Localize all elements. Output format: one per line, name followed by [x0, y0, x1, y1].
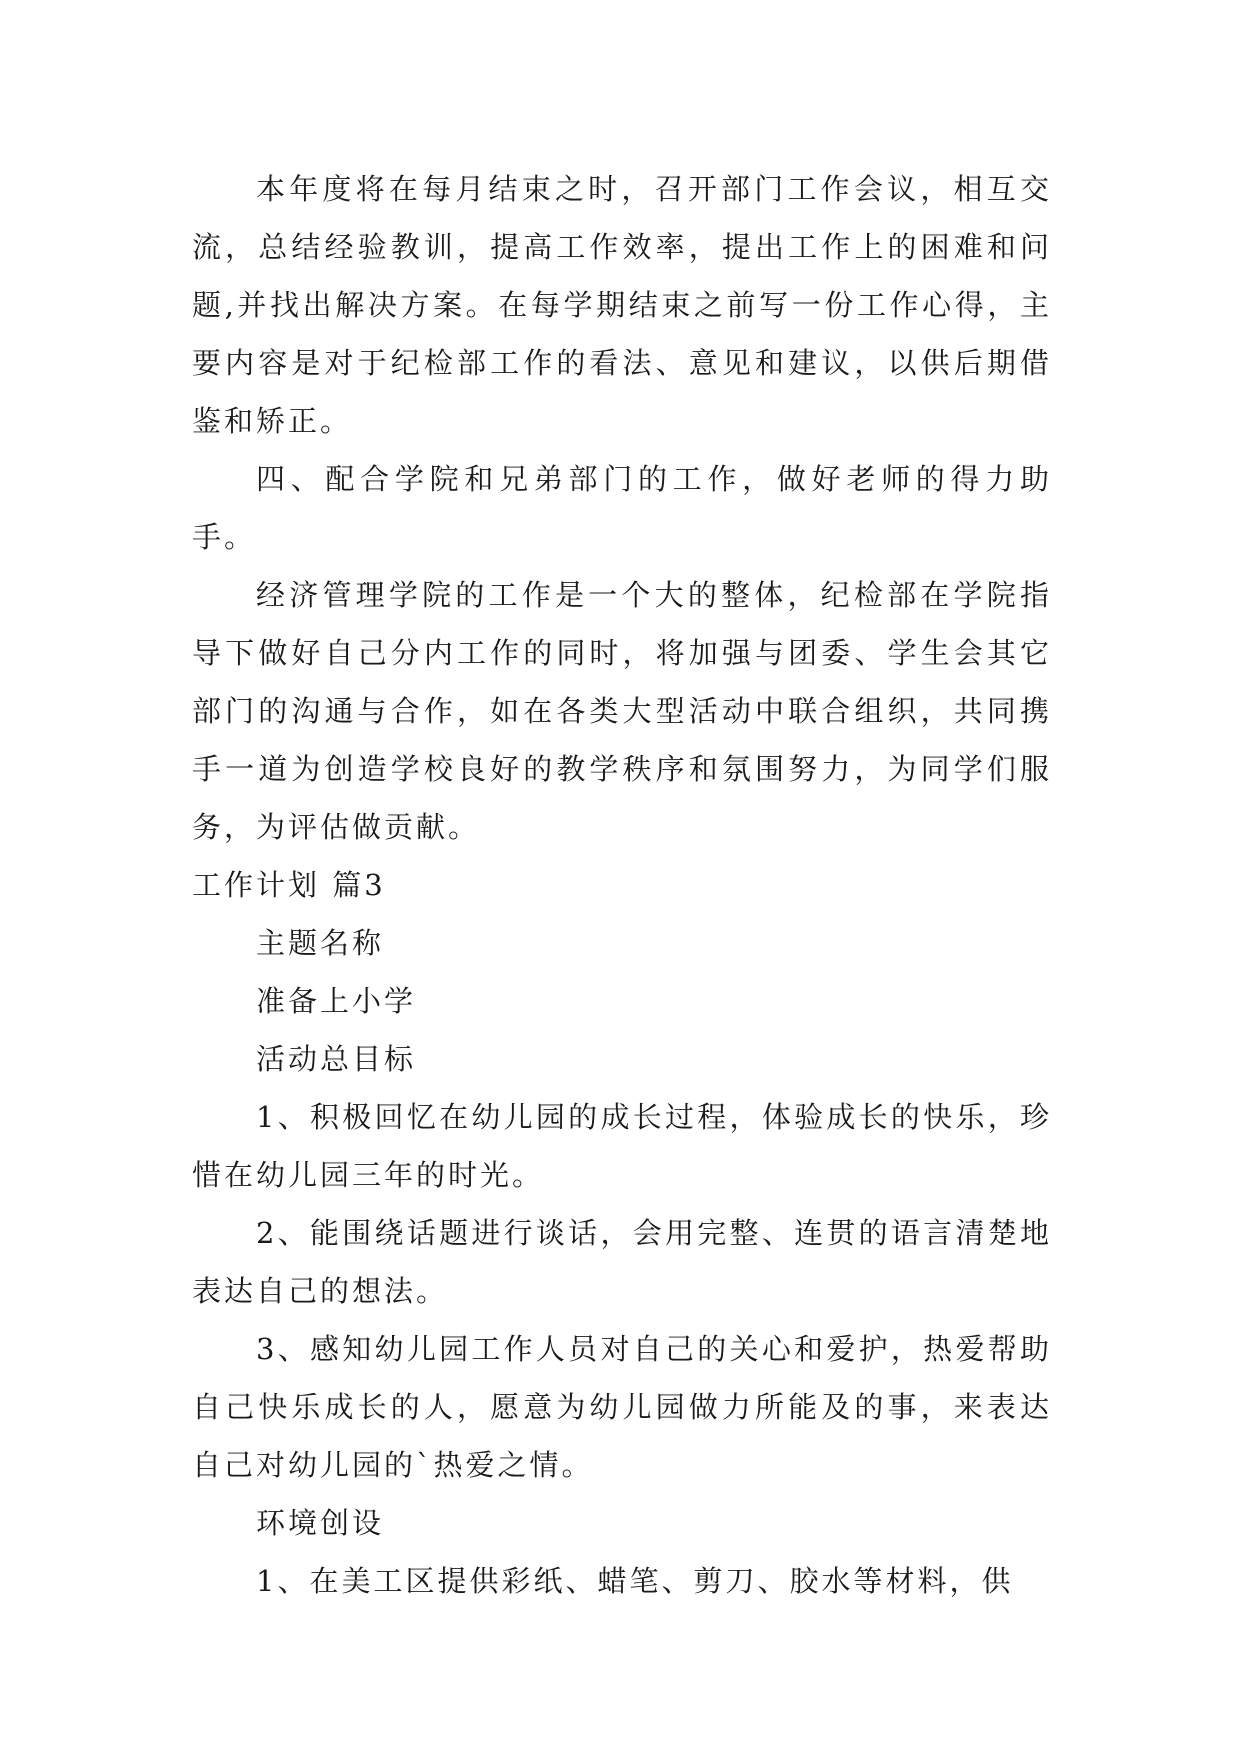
paragraph-cooperation: 经济管理学院的工作是一个大的整体，纪检部在学院指导下做好自己分内工作的同时，将加强与团委、学生会其它部门的沟通与合作，如在各类大型活动中联合组织，共同携手一道为创造学校良好的教学秩序和氛围努力，为同学们服务，为评估做贡献。 [192, 578, 1052, 844]
paragraph-theme-label: 主题名称 [256, 926, 385, 960]
paragraph-goal-1: 1、积极回忆在幼儿园的成长过程，体验成长的快乐，珍惜在幼儿园三年的时光。 [192, 1100, 1052, 1192]
section-heading: 工作计划 篇3 [192, 868, 386, 902]
paragraph-theme-name: 准备上小学 [256, 984, 417, 1018]
document-page [192, 160, 1052, 1610]
paragraph-section-four: 四、配合学院和兄弟部门的工作，做好老师的得力助手。 [192, 462, 1052, 554]
paragraph-meeting-plan: 本年度将在每月结束之时，召开部门工作会议，相互交流，总结经验教训，提高工作效率，提出工作上的困难和问题,并找出解决方案。在每学期结束之前写一份工作心得，主要内容是对于纪检部工作的看法、意见和建议，以供后期借鉴和矫正。 [192, 172, 1052, 438]
paragraph-environment-label: 环境创设 [256, 1506, 385, 1540]
paragraph-environment-1: 1、在美工区提供彩纸、蜡笔、剪刀、胶水等材料，供 [256, 1564, 1014, 1598]
paragraph-goal-label: 活动总目标 [256, 1042, 417, 1076]
paragraph-goal-2: 2、能围绕话题进行谈话，会用完整、连贯的语言清楚地表达自己的想法。 [192, 1216, 1052, 1308]
paragraph-goal-3: 3、感知幼儿园工作人员对自己的关心和爱护，热爱帮助自己快乐成长的人，愿意为幼儿园做力所能及的事，来表达自己对幼儿园的`热爱之情。 [192, 1332, 1052, 1482]
